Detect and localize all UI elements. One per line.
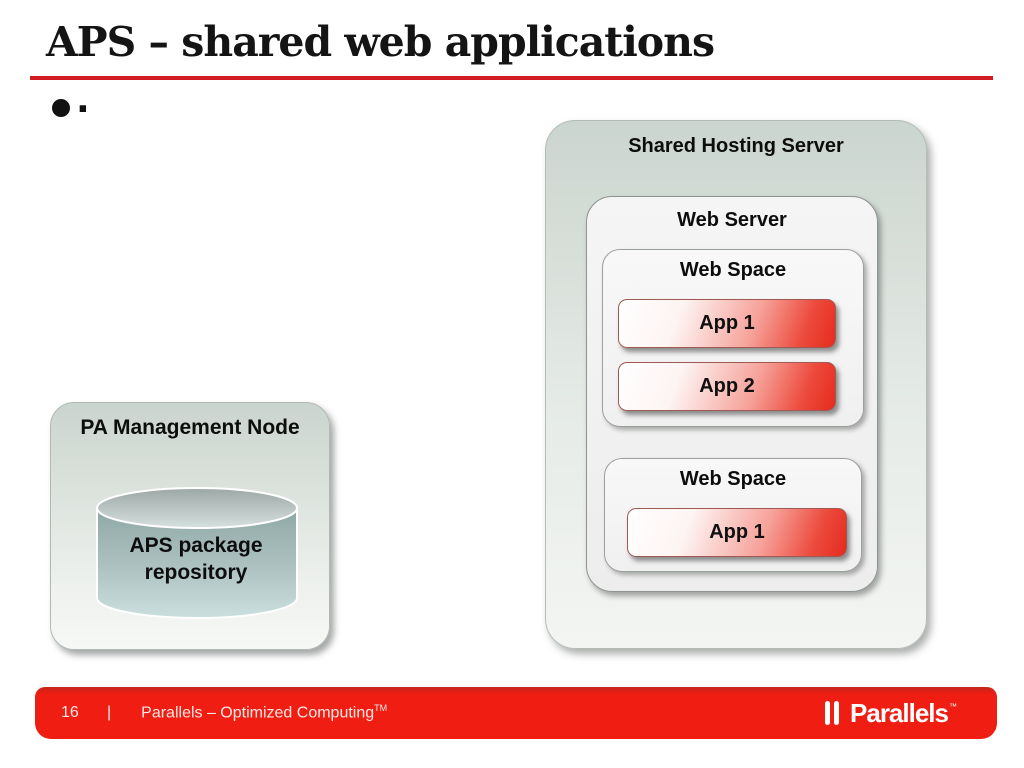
web-space-box-1 bbox=[602, 249, 864, 427]
title-underline bbox=[30, 76, 993, 80]
footer-trademark: TM bbox=[374, 703, 388, 714]
parallels-logo-trademark: ™ bbox=[949, 701, 957, 711]
logo-bar-icon bbox=[834, 701, 839, 725]
bullet-icon bbox=[52, 99, 70, 117]
slide-title: APS – shared web applications bbox=[46, 18, 715, 66]
aps-package-repository-label: APS package repository bbox=[129, 534, 263, 584]
shared-hosting-server-label: Shared Hosting Server bbox=[628, 135, 844, 157]
footer-bar bbox=[35, 687, 997, 739]
shared-hosting-server-box bbox=[545, 120, 927, 649]
bullet-text: . bbox=[76, 80, 90, 121]
page-number: 16 bbox=[61, 703, 79, 721]
parallels-logo-word: Parallels bbox=[850, 697, 948, 728]
pa-management-node-label: PA Management Node bbox=[80, 416, 300, 439]
parallels-logo-bars-icon bbox=[825, 701, 843, 725]
logo-bar-icon bbox=[825, 701, 830, 725]
web-server-box bbox=[586, 196, 878, 592]
footer-text bbox=[141, 703, 387, 722]
footer-left bbox=[61, 703, 387, 722]
app-box: App 1 bbox=[627, 508, 847, 557]
web-space-1-label: Web Space bbox=[679, 259, 787, 281]
web-server-label: Web Server bbox=[677, 209, 787, 231]
web-space-box-2 bbox=[604, 458, 862, 572]
footer-text-main: Parallels – Optimized Computing bbox=[141, 704, 375, 722]
app-box: App 1 bbox=[618, 299, 836, 348]
parallels-logo bbox=[825, 698, 957, 729]
web-space-2-label: Web Space bbox=[679, 468, 787, 490]
footer-divider: | bbox=[107, 703, 112, 721]
app-box: App 2 bbox=[618, 362, 836, 411]
